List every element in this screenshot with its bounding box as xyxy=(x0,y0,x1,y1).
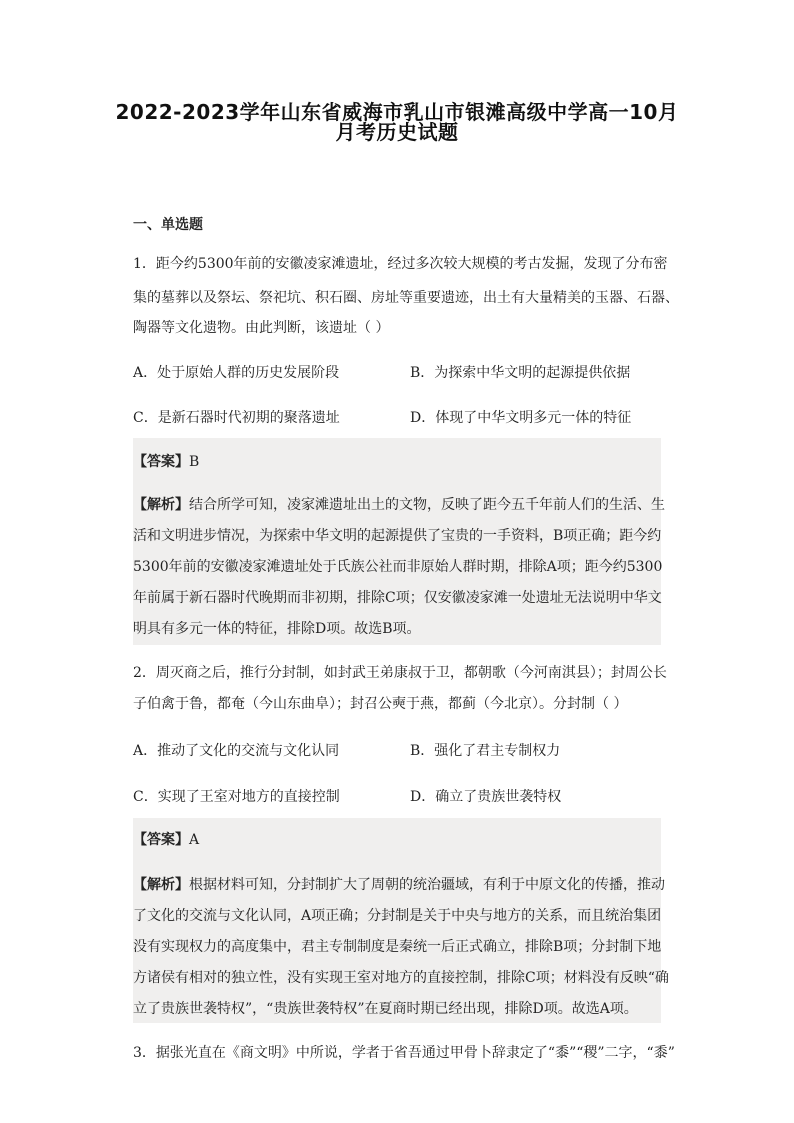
q1-answer-block xyxy=(133,438,665,645)
q1-answer xyxy=(133,452,199,472)
answer-label: 【答案】 xyxy=(133,832,189,848)
q1-option-b: B．为探索中华文明的起源提供依据 xyxy=(410,365,631,381)
q2-answer-block xyxy=(133,818,669,1023)
q1-analysis-line-3: 5300年前的安徽凌家滩遗址处于氏族公社而非原始人群时期，排除A项；距今约5300 xyxy=(133,559,663,575)
q1-stem-line-1: 1．距今约5300年前的安徽凌家滩遗址，经过多次较大规模的考古发掘，发现了分布密 xyxy=(133,256,668,272)
answer-value: B xyxy=(189,454,200,470)
q2-stem-line-1: 2．周灭商之后，推行分封制，如封武王弟康叔于卫，都朝歌（今河南淇县）；封周公长 xyxy=(133,665,667,681)
q2-analysis-line-4: 方诸侯有相对的独立性，没有实现王室对地方的直接控制，排除C项；材料没有反映“确 xyxy=(133,970,669,986)
answer-label: 【答案】 xyxy=(133,454,189,470)
q2-stem-line-2: 子伯禽于鲁，都奄（今山东曲阜）；封召公奭于燕，都蓟（今北京）。分封制（ ） xyxy=(133,696,628,712)
q3-stem-line-1: 3．据张光直在《商文明》中所说，学者于省吾通过甲骨卜辞隶定了“黍”“稷”二字，“黍” xyxy=(133,1045,675,1061)
q1-analysis-line-2: 活和文明进步情况，为探索中华文明的起源提供了宝贵的一手资料，B项正确；距今约 xyxy=(133,528,662,544)
q2-option-a: A．推动了文化的交流与文化认同 xyxy=(133,743,340,759)
q2-analysis-line-5: 立了贵族世袭特权”，“贵族世袭特权”在夏商时期已经出现，排除D项。故选A项。 xyxy=(133,1001,638,1017)
q1-analysis-line-1 xyxy=(133,495,665,515)
q1-option-a: A．处于原始人群的历史发展阶段 xyxy=(133,365,340,381)
q1-analysis-line-4: 年前属于新石器时代晚期而非初期，排除C项；仅安徽凌家滩一处遗址无法说明中华文 xyxy=(133,590,662,606)
document-title-line-2: 月考历史试题 xyxy=(335,120,459,144)
analysis-text: 结合所学可知，凌家滩遗址出土的文物，反映了距今五千年前人们的生活、生 xyxy=(189,497,665,513)
analysis-label: 【解析】 xyxy=(133,877,189,893)
q1-stem-line-3: 陶器等文化遗物。由此判断，该遗址（ ） xyxy=(133,320,390,336)
q1-option-d: D．体现了中华文明多元一体的特征 xyxy=(410,410,632,426)
analysis-label: 【解析】 xyxy=(133,497,189,513)
analysis-text: 根据材料可知，分封制扩大了周朝的统治疆域，有利于中原文化的传播，推动 xyxy=(189,877,665,893)
q2-option-d: D．确立了贵族世袭特权 xyxy=(410,789,562,805)
section-heading: 一、单选题 xyxy=(133,217,203,233)
q2-analysis-line-3: 没有实现权力的高度集中，君主专制制度是秦统一后正式确立，排除B项；分封制下地 xyxy=(133,939,662,955)
answer-value: A xyxy=(189,832,200,848)
q1-stem-line-2: 集的墓葬以及祭坛、祭祀坑、积石圈、房址等重要遗迹，出土有大量精美的玉器、石器、 xyxy=(133,290,679,306)
q2-option-c: C．实现了王室对地方的直接控制 xyxy=(133,789,340,805)
q1-analysis-line-5: 明具有多元一体的特征，排除D项。故选B项。 xyxy=(133,621,421,637)
q2-answer xyxy=(133,830,199,850)
q2-analysis-line-2: 了文化的交流与文化认同，A项正确；分封制是关于中央与地方的关系，而且统治集团 xyxy=(133,908,662,924)
q2-option-b: B．强化了君主专制权力 xyxy=(410,743,561,759)
q1-option-c: C．是新石器时代初期的聚落遗址 xyxy=(133,410,340,426)
document-title-line-1: 2022-2023学年山东省威海市乳山市银滩高级中学高一10月 xyxy=(115,100,679,124)
q2-analysis-line-1 xyxy=(133,875,665,895)
